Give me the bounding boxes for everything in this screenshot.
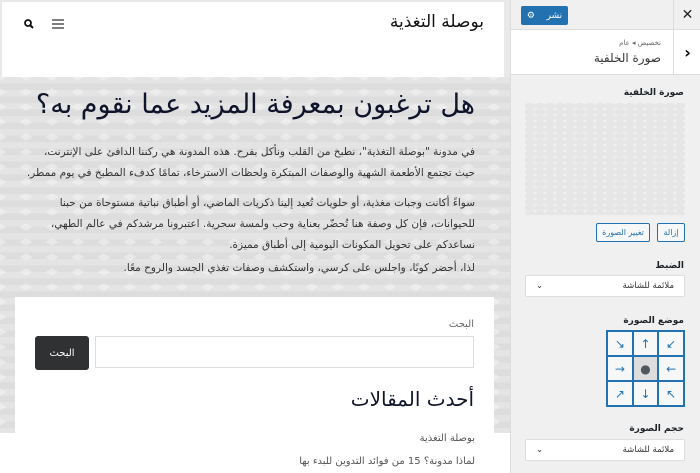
arrow-top-left-icon[interactable]: ↘ — [607, 331, 633, 356]
hero-paragraph: في مدونة "بوصلة التغذية"، نطبخ من القلب ونأكل بفرح. هذه المدونة هي ركننا الدافئ على الإنترنت، حيث تجتمع الأطعمة الشهية والوصفات المبتكرة ولحظات الاسترخاء، تمامًا كدفء المطبخ في يوم ممطر. — [26, 146, 475, 179]
search-input[interactable] — [95, 336, 474, 368]
site-title[interactable]: بوصلة التغذية — [389, 12, 484, 32]
recent-posts-list — [0, 433, 510, 473]
size-select[interactable] — [525, 439, 685, 461]
image-label: صورة الخلفية — [623, 88, 684, 98]
size-label: حجم الصورة — [629, 424, 684, 434]
hero-paragraph: لذا، أحضر كوبًا، واجلس على كرسي، واستكشف وصفات تغذي الجسد والروح معًا. — [123, 262, 475, 274]
hero-heading: هل ترغبون بمعرفة المزيد عما نقوم به؟ — [35, 89, 475, 120]
arrow-bottom-icon[interactable]: ↓ — [633, 381, 659, 406]
remove-button[interactable]: إزالة — [657, 223, 685, 242]
search-card — [15, 297, 494, 437]
preset-value: ملائمة للشاشة — [622, 281, 674, 291]
hero-paragraph: سواءً أكانت وجبات مغذية، أو حلويات تُعيد إلينا ذكريات الماضي، أو أطباق نباتية مستوحاة من حبنا للحيوانات، فإن كل وصفة هنا تُحضّر بعناية وحب ولمسة سحرية. اعتبرونا مرشدكم في عالم الطهي، نساعدكم على تحويل المكونات اليومية إلى أطباق مميزة. — [50, 197, 475, 251]
gear-icon[interactable]: ⚙ — [526, 10, 535, 21]
publish-label: نشر — [546, 10, 563, 21]
arrow-bottom-left-icon[interactable]: ↗ — [607, 381, 633, 406]
arrow-top-right-icon[interactable]: ↙ — [658, 331, 684, 356]
search-icon[interactable] — [24, 14, 34, 33]
arrow-bottom-right-icon[interactable]: ↖ — [658, 381, 684, 406]
search-button[interactable]: البحث — [35, 336, 89, 370]
publish-button[interactable] — [521, 6, 568, 25]
arrow-top-icon[interactable]: ↑ — [633, 331, 659, 356]
close-icon[interactable]: ✕ — [673, 0, 700, 30]
search-label: البحث — [448, 319, 474, 330]
center-dot-icon[interactable]: ● — [633, 356, 659, 381]
post-link[interactable]: بوصلة التغذية — [419, 433, 475, 444]
post-link[interactable]: لماذا مدونة؟ 15 من فوائد التدوين للبدء بها — [299, 456, 475, 467]
background-image-thumbnail[interactable] — [525, 103, 685, 215]
preset-label: الضبط — [655, 261, 684, 271]
recent-posts-heading: أحدث المقالات — [350, 387, 474, 411]
breadcrumb: تخصيص ◂ عام — [619, 39, 661, 47]
change-image-button[interactable]: تغيير الصورة — [596, 223, 650, 242]
customizer-panel — [510, 0, 700, 473]
position-label: موضع الصورة — [623, 316, 684, 326]
size-value: ملائمة للشاشة — [622, 445, 674, 455]
menu-icon[interactable] — [52, 14, 64, 33]
preset-select[interactable] — [525, 275, 685, 297]
section-title: صورة الخلفية — [593, 51, 661, 65]
chevron-down-icon: ⌄ — [536, 445, 544, 455]
arrow-left-icon[interactable]: → — [607, 356, 633, 381]
site-header — [2, 2, 504, 77]
arrow-right-icon[interactable]: ← — [658, 356, 684, 381]
chevron-down-icon: ⌄ — [536, 281, 544, 291]
position-grid — [606, 330, 685, 407]
back-chevron-icon[interactable]: ‹ — [673, 30, 700, 75]
